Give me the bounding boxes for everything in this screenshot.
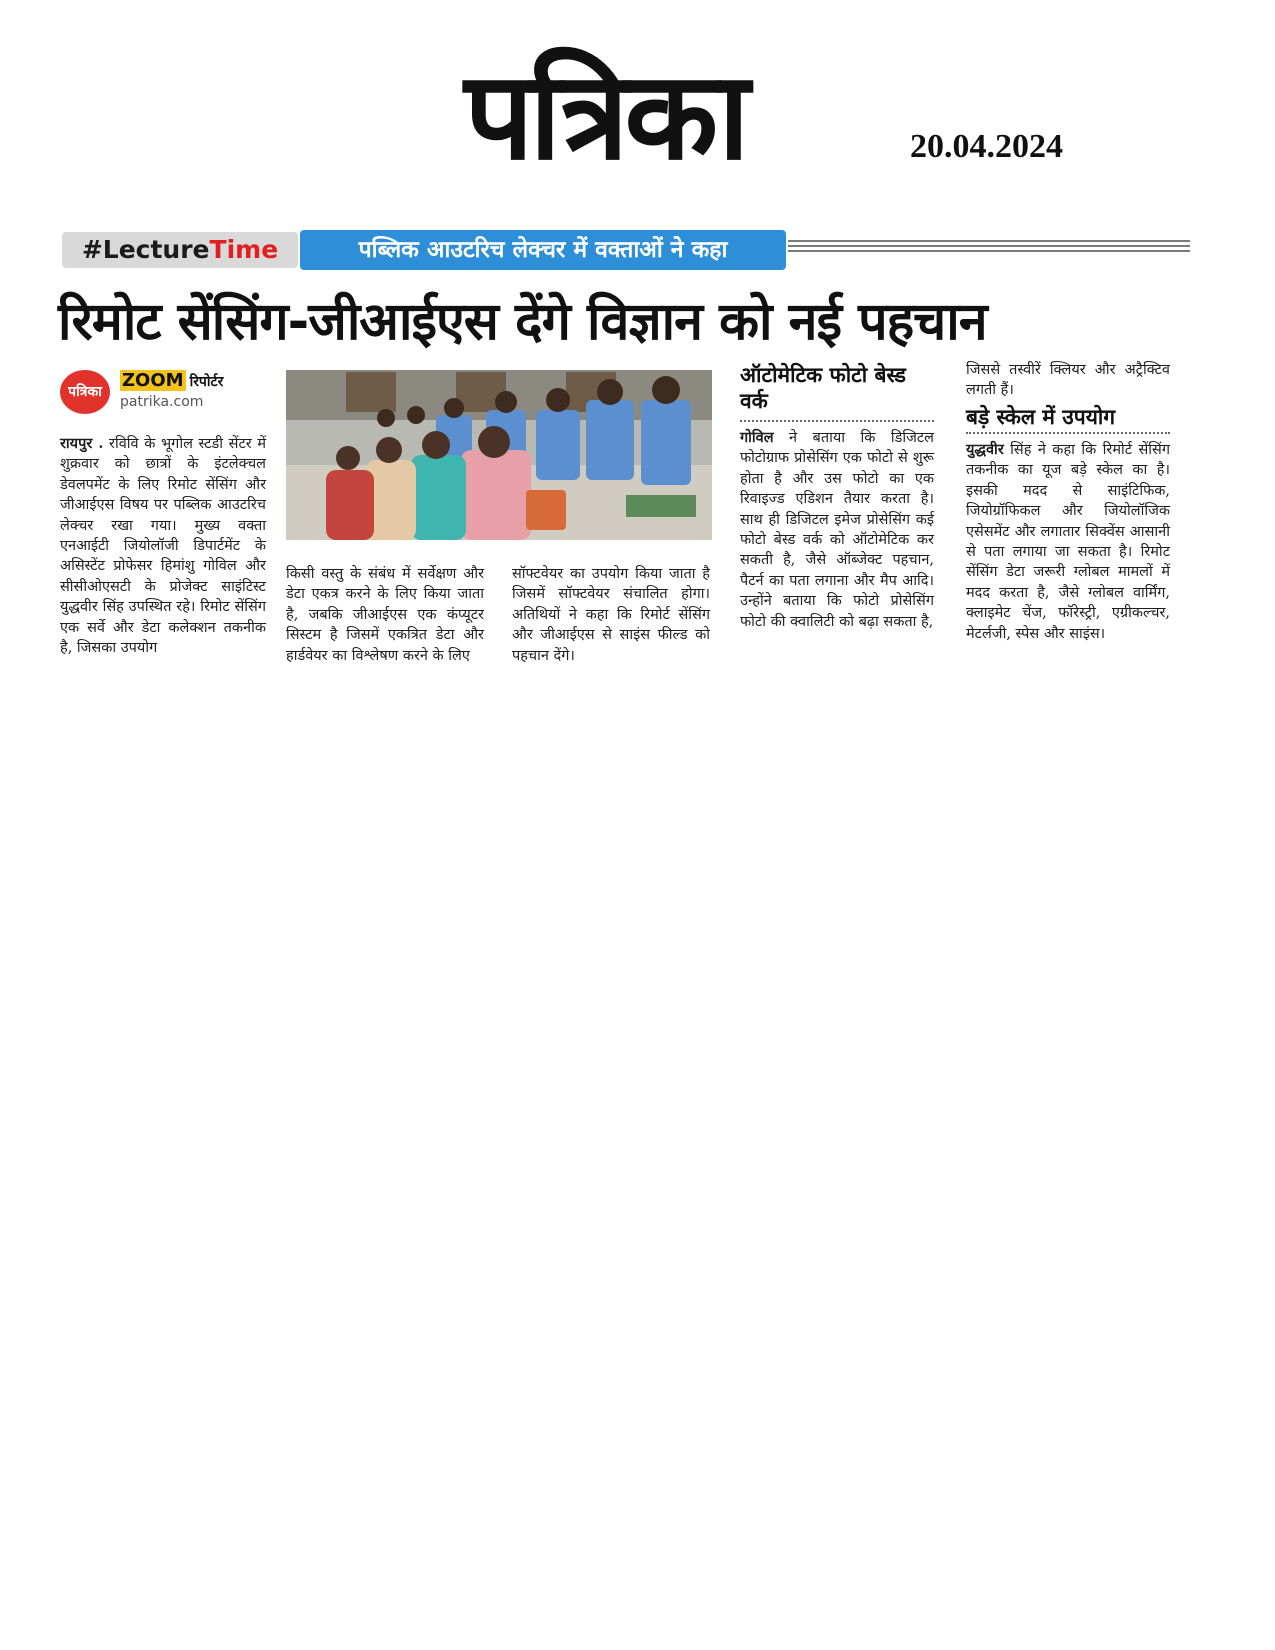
rule-lines: [788, 240, 1190, 258]
subhead-divider: [966, 432, 1170, 434]
article-column-5: [966, 440, 1170, 644]
zoom-logo: ZOOM: [122, 370, 184, 391]
article-column-1: [60, 434, 266, 658]
dateline: रायपुर .: [60, 435, 104, 452]
article-headline: रिमोट सेंसिंग-जीआईएस देंगे विज्ञान को नई पहचान: [58, 292, 987, 352]
subhead-divider: [740, 420, 934, 422]
hashtag-label: [62, 232, 298, 268]
column-4-text: ने बताया कि डिजिटल फोटोग्राफ प्रोसेसिंग एक फोटो से शुरू होता है और उस फोटो का एक रिवाइज्ड एडिशन तैयार करता है। साथ ही डिजिटल इमेज प्रोसेसिंग कई फोटो बेस्ड वर्क को ऑटोमेटिक कर सकती है, जैसे ऑब्जेक्ट पहचान, पैटर्न का पता लगाना और मैप आदि। उन्होंने बताया कि फोटो प्रोसेसिंग फोटो की क्वालिटी को बढ़ा सकता है,: [740, 430, 934, 630]
publication-date: 20.04.2024: [910, 128, 1063, 165]
article-column-2: [286, 564, 484, 666]
article-column-5-top: [966, 360, 1170, 401]
column-1-text: रविवि के भूगोल स्टडी सेंटर में शुक्रवार को छात्रों के इंटलेक्चल डेवलपमेंट के लिए रिमोट सेंसिंग और जीआईएस विषय पर पब्लिक आउटरिच लेक्चर रखा गया। मुख्य वक्ता एनआईटी जियोलॉजी डिपार्टमेंट के असिस्टेंट प्रोफेसर हिमांशु गोविल और सीसीओएसटी के प्रोजेक्ट साइंटिस्ट युद्धवीर सिंह उपस्थित रहे। रिमोट सेंसिंग एक सर्वे और डेटा कलेक्शन तकनीक है, जिसका उपयोग: [60, 436, 266, 657]
column-3-text: सॉफ्टवेयर का उपयोग किया जाता है जिसमें सॉफ्टवेयर संचालित होगा। अतिथियों ने कहा कि रिमोर्ट सेंसिंग और जीआईएस से साइंस फील्ड को पहचान देंगे।: [512, 566, 710, 664]
column-5-lead: युद्धवीर: [966, 441, 1004, 458]
article-column-3: [512, 564, 710, 666]
newspaper-masthead: पत्रिका: [464, 45, 746, 187]
zoom-reporter: [120, 370, 223, 391]
column-5-top-text: जिससे तस्वीरें क्लियर और अट्रैक्टिव लगती हैं।: [966, 362, 1170, 399]
hashtag-prefix: #Lecture: [81, 235, 210, 264]
reporter-label: रिपोर्टर: [189, 374, 224, 390]
patrika-logo: पत्रिका: [60, 370, 110, 414]
byline: [60, 370, 280, 416]
column-4-lead: गोविल: [740, 429, 774, 446]
site-url: patrika.com: [120, 394, 204, 410]
column-5-text: सिंह ने कहा कि रिमोर्ट सेंसिंग तकनीक का यूज बड़े स्केल का है। इसकी मदद से साइंटिफिक, जियोग्रॉफिकल और जियोलॉजिक एसेसमेंट और लगातार सिक्वेंस आसानी से पता लगाया जा सकता है। रिमोट सेंसिंग डेटा जरूरी ग्लोबल मामलों में मदद करता है, जैसे ग्लोबल वार्मिंग, क्लाइमेट चेंज, फॉरेस्ट्री, एग्रीकल्चर, मेटर्लजी, स्पेस और साइंस।: [966, 442, 1170, 642]
event-photo: [286, 370, 712, 540]
column-2-text: किसी वस्तु के संबंध में सर्वेक्षण और डेटा एकत्र करने के लिए किया जाता है, जबकि जीआईएस एक कंप्यूटर सिस्टम है जिसमें एकत्रित डेटा और हार्डवेयर का विश्लेषण करने के लिए: [286, 566, 484, 664]
subhead-automatic-photo: ऑटोमेटिक फोटो बेस्ड वर्क: [740, 363, 906, 413]
audience-photo-illustration: [286, 370, 712, 540]
kicker-label: पब्लिक आउटरिच लेक्चर में वक्ताओं ने कहा: [300, 230, 786, 270]
article-column-4: [740, 428, 934, 632]
subhead-large-scale-use: बड़े स्केल में उपयोग: [966, 405, 1116, 429]
hashtag-suffix: Time: [209, 235, 279, 264]
section-tag-bar: [62, 230, 1190, 270]
